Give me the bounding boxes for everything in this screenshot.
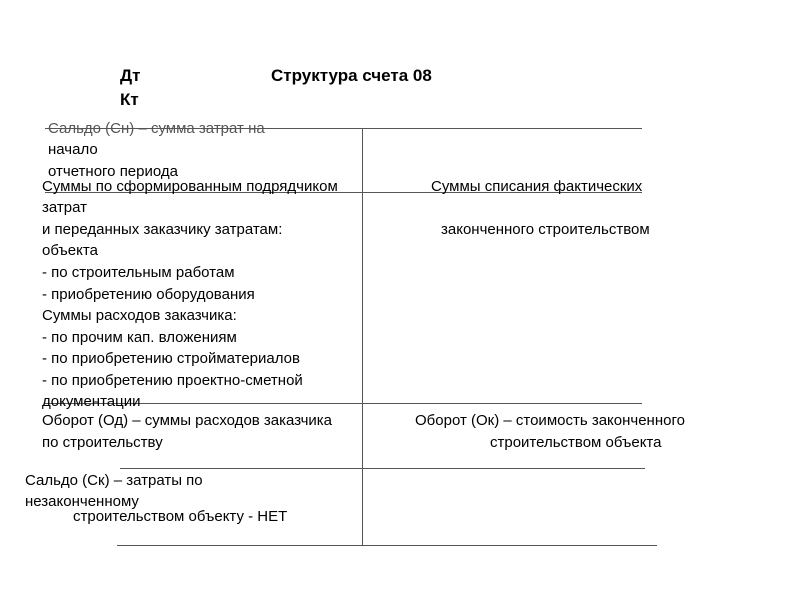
debit-line: Суммы расходов заказчика: (42, 307, 237, 324)
closing-balance-line: незаконченному (25, 493, 139, 510)
credit-turnover-line: строительством объекта (490, 434, 662, 451)
credit-label: Кт (120, 90, 139, 109)
credit-line: законченного строительством (441, 221, 650, 238)
debit-label: Дт (120, 66, 141, 85)
debit-line: объекта (42, 242, 98, 259)
debit-line: документации (42, 393, 141, 410)
debit-line: и переданных заказчику затратам: (42, 221, 283, 238)
debit-line: Суммы по сформированным подрядчиком (42, 178, 338, 195)
opening-balance-line: начало (48, 141, 98, 158)
debit-line: - приобретению оборудования (42, 286, 255, 303)
debit-turnover-line: по строительству (42, 434, 163, 451)
debit-line: - по прочим кап. вложениям (42, 329, 237, 346)
debit-line: - по строительным работам (42, 264, 235, 281)
opening-balance-line: отчетного периода (48, 163, 178, 180)
page-title: Структура счета 08 (271, 66, 432, 85)
credit-line: Суммы списания фактических (431, 178, 643, 195)
closing-balance-line: строительством объекту - НЕТ (73, 508, 288, 525)
opening-balance-line: Сальдо (Сн) – сумма затрат на (48, 120, 265, 137)
bottom-horizontal-line (117, 545, 657, 546)
closing-balance-line: Сальдо (Ск) – затраты по (25, 472, 203, 489)
debit-line: - по приобретению проектно-сметной (42, 372, 303, 389)
center-vertical-line (362, 128, 363, 546)
debit-turnover-line: Оборот (Од) – суммы расходов заказчика (42, 412, 333, 429)
closing-divider-line (120, 468, 645, 469)
debit-line: затрат (42, 199, 87, 216)
credit-turnover-line: Оборот (Ок) – стоимость законченного (415, 412, 685, 429)
debit-line: - по приобретению стройматериалов (42, 350, 300, 367)
